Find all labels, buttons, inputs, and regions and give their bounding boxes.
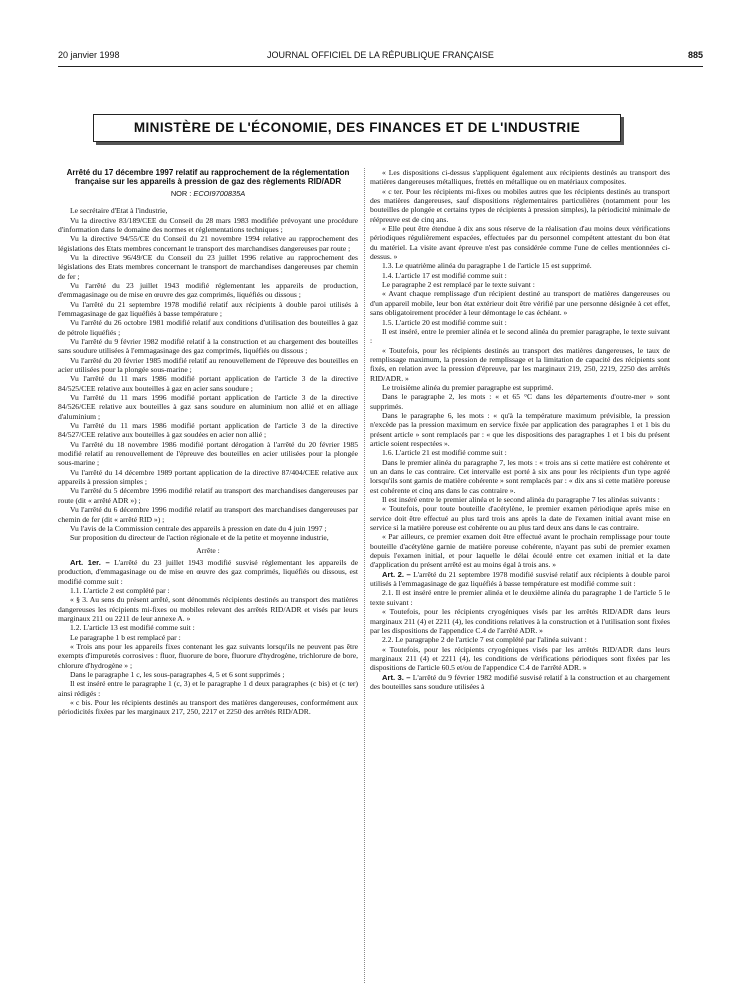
paragraph: Dans le paragraphe 2, les mots : « et 65 °C dans les départements d'outre-mer » sont supprimés. bbox=[370, 392, 670, 411]
article-1-label: Art. 1er. – bbox=[70, 557, 110, 567]
paragraph: 1.2. L'article 13 est modifié comme suit : bbox=[70, 623, 195, 633]
arrete-word: Arrête : bbox=[196, 545, 220, 555]
paragraph: « Toutefois, pour les récipients destinés au transport des matières dangereuses, le taux de remplissage maximum, la pression de remplissage et la limitation de capacité des récipients sont fixés, en relation avec la pression d'épreuve, par les marginaux 219, 250, 2219, 2250 des arrêtés RID/ADR. » bbox=[370, 345, 670, 383]
paragraph: Le paragraphe 2 est remplacé par le texte suivant : bbox=[382, 280, 535, 290]
paragraph: Vu l'arrêté du 6 décembre 1996 modifié relatif au transport des marchandises dangereuses par chemin de fer (dit « arrêté RID ») ; bbox=[58, 505, 358, 524]
header-date: 20 janvier 1998 bbox=[58, 50, 120, 60]
paragraph: Il est inséré, entre le premier alinéa et le second alinéa du premier paragraphe, le texte suivant : bbox=[370, 326, 670, 346]
paragraph: Vu l'arrêté du 18 novembre 1986 modifié portant dérogation à l'arrêté du 20 février 1985 modifié relatif au renouvellement de l'épreuve des bouteilles en acier utilisées pour la plongée sous-marine ; bbox=[58, 439, 358, 468]
page-header bbox=[58, 50, 703, 64]
nor-label: NOR : bbox=[170, 188, 192, 198]
paragraph: « Les dispositions ci-dessus s'appliquent également aux récipients destinés au transport des matières dangereuses métalliques, frettés en métallique ou en matériaux composites. bbox=[370, 168, 670, 187]
paragraph: Dans le paragraphe 1 c, les sous-paragraphes 4, 5 et 6 sont supprimés ; bbox=[70, 670, 285, 679]
paragraph: « Par ailleurs, ce premier examen doit être effectué avant le prochain remplissage pour toute bouteille d'acétylène garnie de matière poreuse cohérente, n'ayant pas subi de premier examen depuis l'examen initial, et pour laquelle le délai écoulé entre cet examen initial et la date d'application du présent arrêté est au moins égal à trois ans. » bbox=[370, 532, 670, 570]
paragraph: Vu l'arrêté du 11 mars 1986 modifié portant application de l'article 3 de la directive 84/527/CEE relative aux bouteilles à gaz soudées en acier non allié ; bbox=[58, 421, 358, 440]
paragraph: 1.6. L'article 21 est modifié comme suit : bbox=[382, 448, 507, 458]
paragraph: 1.4. L'article 17 est modifié comme suit : bbox=[382, 270, 507, 280]
right-column bbox=[370, 168, 670, 691]
article-3 bbox=[370, 673, 670, 692]
left-column bbox=[58, 168, 358, 717]
paragraph: « § 3. Au sens du présent arrêté, sont dénommés récipients destinés au transport des matières dangereuses les récipients mi-fixes ou mobiles relevant des arrêtés RID/ADR et visés par leurs marginaux 211 ou 2211 de leur annexe A. » bbox=[58, 595, 358, 623]
paragraph: « c bis. Pour les récipients destinés au transport des matières dangereuses, conformément aux périodicités fixées par les marginaux 217, 250, 2217 et 2250 des arrêtés RID/ADR. bbox=[58, 698, 358, 717]
header-journal-title: JOURNAL OFFICIEL DE LA RÉPUBLIQUE FRANÇAISE bbox=[267, 50, 494, 60]
article-3-label: Art. 3. – bbox=[382, 672, 411, 682]
article-2-label: Art. 2. – bbox=[382, 569, 411, 579]
nor-reference bbox=[58, 189, 358, 198]
paragraph: « Toutefois, pour les récipients cryogéniques visés par les arrêtés RID/ADR dans leurs marginaux 211 (4) et 2211 (4), les conditions relatives à la construction et à l'utilisation sont fixées par les dispositions de l'appendice C.4 de l'arrêté ADR. » bbox=[370, 607, 670, 635]
paragraph: « Trois ans pour les appareils fixes contenant les gaz suivants lorsqu'ils ne peuvent pas être exempts d'impuretés corrosives : fluor, fluorure de bore, fluorure d'hydrogène, trichlorure de bore, chlorure d'hydrogène » ; bbox=[58, 641, 358, 670]
paragraph: Vu la directive 94/55/CE du Conseil du 21 novembre 1994 relative au rapprochement des législations des Etats membres concernant le transport des marchandises dangereuses par route ; bbox=[58, 234, 358, 253]
paragraph: Dans le paragraphe 6, les mots : « qu'à la température maximum prévisible, la pression n'excède pas la pression maximum en service fixée par application des paragraphes 1 et 1 bis du présent article » sont remplacés par : « que les dispositions des paragraphes 1 et 1 bis du présent article soient respectées ». bbox=[370, 410, 670, 448]
arrete-title: Arrêté du 17 décembre 1997 relatif au rapprochement de la réglementation française sur les appareils à pression de gaz des règlements RID/ADR bbox=[66, 168, 350, 187]
paragraph: « Toutefois, pour toute bouteille d'acétylène, le premier examen périodique après mise en service doit être effectué au plus tard trois ans après la date de l'examen initial avant mise en service si la matière poreuse est cohérente ou au plus tard deux ans dans le cas contraire. bbox=[370, 504, 670, 533]
paragraph: Vu la directive 83/189/CEE du Conseil du 28 mars 1983 modifiée prévoyant une procédure d'information dans le domaine des normes et réglementations techniques ; bbox=[58, 215, 358, 234]
article-1 bbox=[58, 558, 358, 586]
paragraph: 1.1. L'article 2 est complété par : bbox=[70, 585, 170, 595]
paragraph: 1.3. Le quatrième alinéa du paragraphe 1 de l'article 15 est supprimé. bbox=[382, 261, 592, 271]
header-page-number: 885 bbox=[687, 50, 703, 60]
paragraph: 2.2. Le paragraphe 2 de l'article 7 est complété par l'alinéa suivant : bbox=[382, 635, 587, 645]
paragraph: Vu l'arrêté du 14 décembre 1989 portant application de la directive 87/404/CEE relative aux appareils à pression simples ; bbox=[58, 467, 358, 487]
paragraph: 1.5. L'article 20 est modifié comme suit : bbox=[382, 317, 507, 327]
article-2-text: L'arrêté du 21 septembre 1978 modifié susvisé relatif aux récipients à double paroi utilisés à l'emmagasinage de gaz liquéfiés à basse température est modifié comme suit : bbox=[370, 569, 670, 589]
paragraph: « c ter. Pour les récipients mi-fixes ou mobiles autres que les récipients destinés au transport des matières dangereuses, sauf dispositions réglementaires particulières (notamment pour les bouteilles de plongée et certains types de récipients à pression simples), la périodicité minimale de réépreuve est de cinq ans. bbox=[370, 186, 670, 224]
paragraph: Vu l'arrêté du 26 octobre 1981 modifié relatif aux conditions d'utilisation des bouteilles à gaz de pétrole liquéfiés ; bbox=[58, 318, 358, 337]
visa-list bbox=[58, 206, 358, 542]
paragraph: Vu l'arrêté du 9 février 1982 modifié relatif à la construction et au chargement des bouteilles sans soudure utilisées à l'emmagasinage des gaz comprimés, liquéfiés ou dissous ; bbox=[58, 336, 358, 356]
article-1-body bbox=[58, 586, 358, 717]
paragraph: Le secrétaire d'Etat à l'industrie, bbox=[70, 206, 168, 216]
article-1-continued bbox=[370, 168, 670, 570]
column-divider bbox=[364, 168, 365, 983]
nor-code: ECOI9700835A bbox=[193, 188, 246, 198]
paragraph: Le paragraphe 1 b est remplacé par : bbox=[70, 632, 181, 642]
paragraph: Il est inséré entre le paragraphe 1 (c, 3) et le paragraphe 1 d deux paragraphes (c bis) et (c ter) ainsi rédigés : bbox=[58, 679, 358, 698]
paragraph: Vu l'arrêté du 5 décembre 1996 modifié relatif au transport des marchandises dangereuses par route (dit « arrêté ADR ») ; bbox=[58, 486, 358, 505]
paragraph: 2.1. Il est inséré entre le premier alinéa et le deuxième alinéa du paragraphe 1 de l'article 5 le texte suivant : bbox=[370, 588, 670, 607]
paragraph: Dans le premier alinéa du paragraphe 7, les mots : « trois ans si cette matière est cohérente et un an dans le cas contraire. Cet intervalle est porté à six ans pour les récipients d'un type agréé lorsqu'ils sont garnis de matière cohérente » sont remplacés par : « dix ans si cette matière poreuse est cohérente et cinq ans dans le cas contraire ». bbox=[370, 457, 670, 495]
article-2 bbox=[370, 570, 670, 589]
paragraph: Vu l'arrêté du 20 février 1985 modifié relatif au renouvellement de l'épreuve des bouteilles en acier utilisées pour la plongée sous-marine ; bbox=[58, 355, 358, 374]
article-2-body bbox=[370, 588, 670, 672]
paragraph: Le troisième alinéa du premier paragraphe est supprimé. bbox=[382, 382, 554, 392]
ministry-banner: MINISTÈRE DE L'ÉCONOMIE, DES FINANCES ET DE L'INDUSTRIE bbox=[93, 114, 621, 142]
paragraph: Il est inséré entre le premier alinéa et le second alinéa du paragraphe 7 les alinéas suivants : bbox=[382, 495, 660, 505]
article-1-text: L'arrêté du 23 juillet 1943 modifié susvisé réglementant les appareils de production, d'emmagasinage ou de mise en œuvre des gaz comprimés, liquéfiés ou dissous, est modifié comme suit : bbox=[58, 557, 358, 586]
article-3-text: L'arrêté du 9 février 1982 modifié susvisé relatif à la construction et au chargement des bouteilles sans soudure utilisées à bbox=[370, 672, 670, 691]
paragraph: Vu l'arrêté du 11 mars 1986 modifié portant application de l'article 3 de la directive 84/525/CEE relative aux bouteilles à gaz en acier sans soudure ; bbox=[58, 374, 358, 393]
paragraph: Vu la directive 96/49/CE du Conseil du 23 juillet 1996 relative au rapprochement des législations des Etats membres concernant le transport de marchandises dangereuses par chemin de fer ; bbox=[58, 252, 358, 281]
header-rule bbox=[58, 66, 703, 67]
paragraph: Vu l'arrêté du 11 mars 1996 modifié portant application de l'article 3 de la directive 84/526/CEE relative aux bouteilles à gaz sans soudure en aluminium non allié et en alliage d'aluminium ; bbox=[58, 393, 358, 421]
paragraph: « Toutefois, pour les récipients cryogéniques visés par les arrêtés RID/ADR dans leurs marginaux 211 (4) et 2211 (4), les conditions de vérifications périodiques sont fixées par les dispositions de l'article 60.5 et/ou de l'appendice C.4 de l'arrêté ADR. » bbox=[370, 644, 670, 673]
paragraph: Vu l'avis de la Commission centrale des appareils à pression en date du 4 juin 1997 ; bbox=[70, 523, 327, 533]
paragraph: « Avant chaque remplissage d'un récipient destiné au transport de matières dangereuses ou d'un appareil mobile, leur bon état extérieur doit être vérifié par une personne désignée à cet effet, sans obligatoirement procéder à leur démontage le cas échéant. » bbox=[370, 289, 670, 318]
paragraph: Vu l'arrêté du 21 septembre 1978 modifié relatif aux récipients à double paroi utilisés à l'emmagasinage de gaz liquéfiés à basse température ; bbox=[58, 299, 358, 318]
paragraph: Vu l'arrêté du 23 juillet 1943 modifié réglementant les appareils de production, d'emmagasinage ou de mise en œuvre des gaz comprimés, liquéfiés ou dissous ; bbox=[58, 280, 358, 300]
paragraph: Sur proposition du directeur de l'action régionale et de la petite et moyenne industrie, bbox=[70, 533, 329, 543]
paragraph: « Elle peut être étendue à dix ans sous réserve de la réalisation d'au moins deux vérifications périodiques régulièrement espacées, effectuées par du personnel compétent attestant du bon état du matériel. La visite avant épreuve n'est pas considérée comme l'une de celles mentionnées ci-dessus. » bbox=[370, 224, 670, 262]
